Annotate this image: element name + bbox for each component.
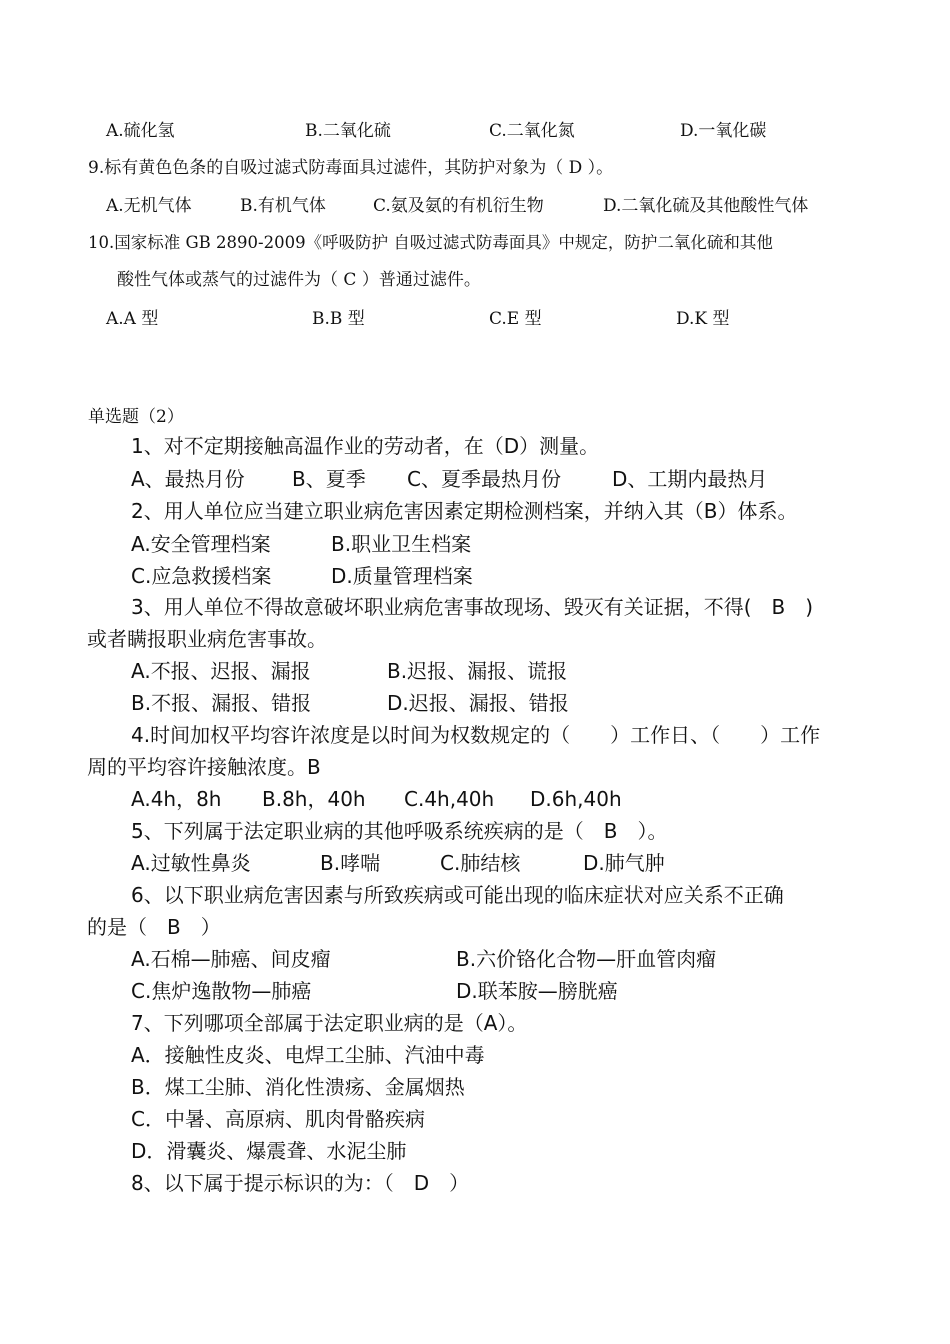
q9-option-b: B.有机气体 [240,196,326,216]
q3-option-c: B.不报、漏报、错报 [131,691,312,715]
q3-option-b: B.迟报、漏报、谎报 [387,659,568,683]
q9-stem: 9.标有黄色色条的自吸过滤式防毒面具过滤件，其防护对象为（ D ）。 [88,158,614,178]
q3-stem-line1: 3、用人单位不得故意破坏职业病危害事故现场、毁灭有关证据，不得( B ) [131,595,814,619]
q2-option-c: C.应急救援档案 [131,564,272,588]
q10-option-d: D.K 型 [676,309,730,329]
q9-option-c: C.氨及氨的有机衍生物 [373,196,544,216]
q1-stem: 1、对不定期接触高温作业的劳动者，在（D）测量。 [131,434,600,458]
q4-option-c: C.4h,40h [404,787,495,811]
q2-option-d: D.质量管理档案 [331,564,473,588]
q8-stem: 8、以下属于提示标识的为：（ D ） [131,1171,470,1195]
q1-option-c: C、夏季最热月份 [407,467,561,491]
q6-option-b: B.六价铬化合物—肝血管肉瘤 [456,947,717,971]
q4-stem-line2: 周的平均容许接触浓度。B [87,755,321,779]
q1-option-d: D、工期内最热月 [612,467,768,491]
q3-option-a: A.不报、迟报、漏报 [131,659,311,683]
q8-option-c: C.二氧化氮 [489,121,575,141]
q6-option-d: D.联苯胺—膀胱癌 [456,979,618,1003]
section-heading: 单选题（2） [88,407,184,427]
q5-option-b: B.哮喘 [320,851,381,875]
q2-option-b: B.职业卫生档案 [331,532,472,556]
q4-option-d: D.6h,40h [530,787,622,811]
q10-stem-line1: 10.国家标准 GB 2890-2009《呼吸防护 自吸过滤式防毒面具》中规定，防护二氧化硫和其他 [88,233,773,252]
q5-option-d: D.肺气肿 [583,851,665,875]
q6-stem-line1: 6、以下职业病危害因素与所致疾病或可能出现的临床症状对应关系不正确 [131,883,784,907]
q7-option-b: B．煤工尘肺、消化性溃疡、金属烟热 [131,1075,465,1099]
q5-option-a: A.过敏性鼻炎 [131,851,251,875]
q6-option-a: A.石棉—肺癌、间皮瘤 [131,947,331,971]
q1-option-b: B、夏季 [292,467,366,491]
q6-stem-line2: 的是（ B ） [87,915,221,939]
q9-option-a: A.无机气体 [106,196,192,216]
q8-option-a: A.硫化氢 [106,121,175,141]
q4-option-a: A.4h，8h [131,787,222,811]
q4-stem-line1: 4.时间加权平均容许浓度是以时间为权数规定的（ ）工作日、（ ）工作 [131,723,821,747]
q4-option-b: B.8h，40h [262,787,366,811]
q10-option-c: C.E 型 [489,309,542,329]
q3-option-d: D.迟报、漏报、错报 [387,691,569,715]
q1-option-a: A、最热月份 [131,467,245,491]
q3-stem-line2: 或者瞒报职业病危害事故。 [87,627,327,651]
q10-stem-line2: 酸性气体或蒸气的过滤件为（ C ）普通过滤件。 [117,270,481,290]
q7-option-a: A．接触性皮炎、电焊工尘肺、汽油中毒 [131,1043,485,1067]
q7-option-d: D．滑囊炎、爆震聋、水泥尘肺 [131,1139,407,1163]
q8-option-b: B.二氧化硫 [305,121,391,141]
q9-option-d: D.二氧化硫及其他酸性气体 [603,196,809,216]
q2-stem: 2、用人单位应当建立职业病危害因素定期检测档案，并纳入其（B）体系。 [131,499,798,523]
q6-option-c: C.焦炉逸散物—肺癌 [131,979,312,1003]
q5-stem: 5、下列属于法定职业病的其他呼吸系统疾病的是（ B ）。 [131,819,668,843]
q10-option-b: B.B 型 [312,309,365,329]
q7-stem: 7、下列哪项全部属于法定职业病的是（A）。 [131,1011,528,1035]
q10-option-a: A.A 型 [106,309,159,329]
q8-option-d: D.一氧化碳 [680,121,767,141]
q2-option-a: A.安全管理档案 [131,532,271,556]
q5-option-c: C.肺结核 [440,851,521,875]
q7-option-c: C．中暑、高原病、肌肉骨骼疾病 [131,1107,425,1131]
